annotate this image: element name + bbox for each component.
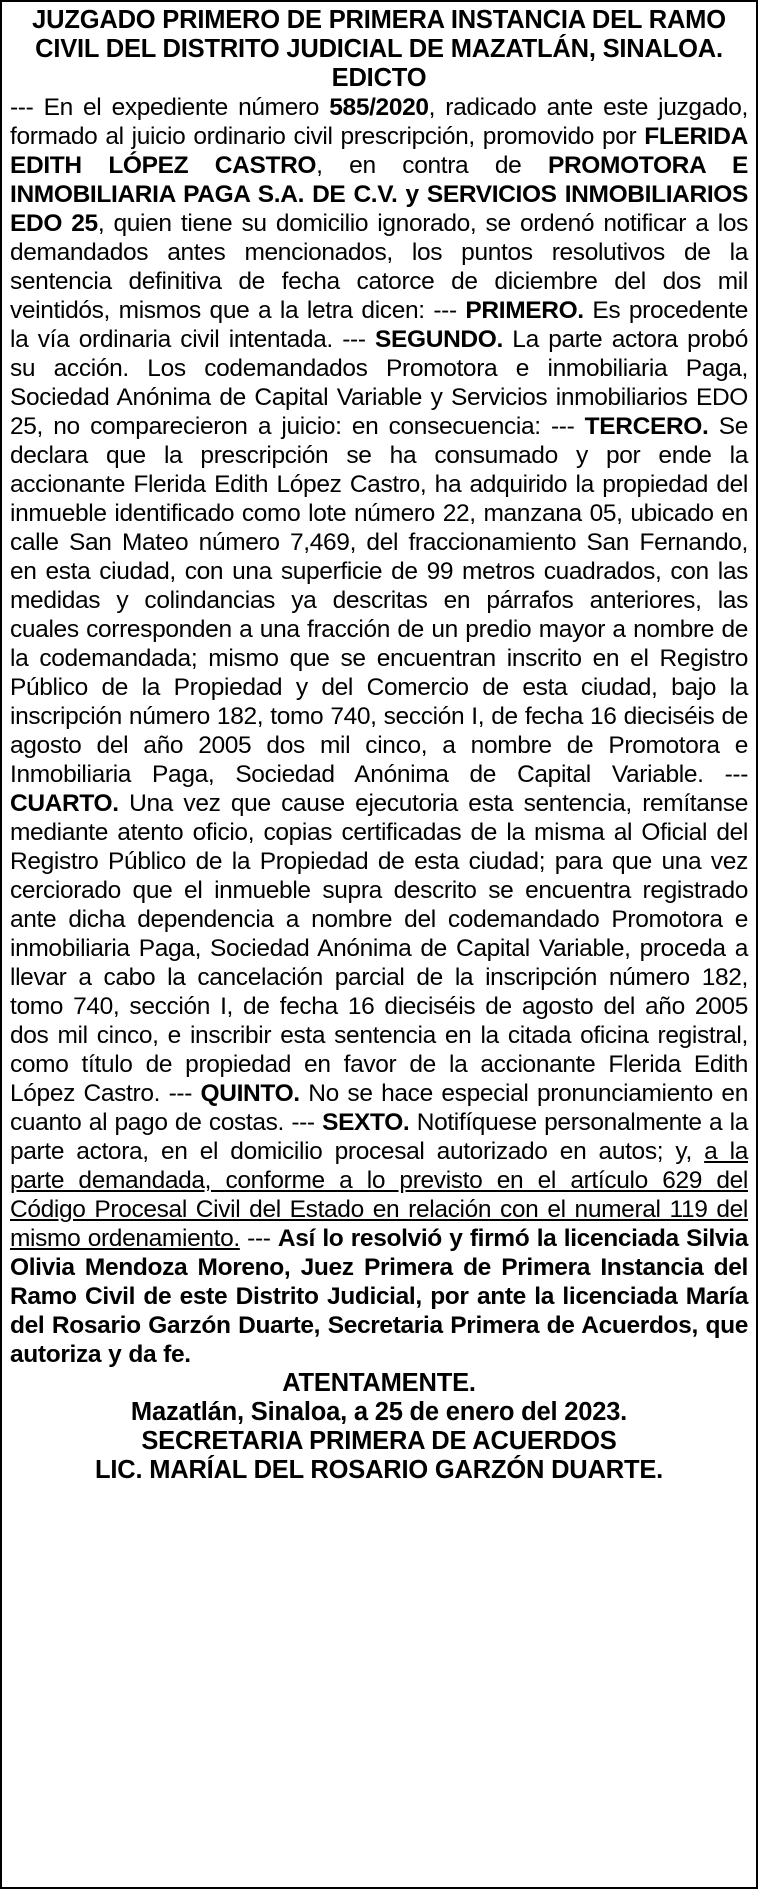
resolution-point-label: PRIMERO. — [465, 297, 584, 324]
body-text-segment: Notifíquese personalmente a la parte actora, en el domicilio procesal autorizado en autos; y, — [10, 1109, 748, 1165]
notice-body — [10, 93, 748, 1369]
court-name-line-1: JUZGADO PRIMERO DE PRIMERA INSTANCIA DEL RAMO — [32, 6, 726, 34]
defendants-names: PROMOTORA E INMOBILIARIA PAGA S.A. DE C.V. y SERVICIOS INMOBILIARIOS EDO 25 — [10, 152, 748, 237]
resolution-point-label: CUARTO. — [10, 790, 119, 817]
document-type-title: EDICTO — [331, 64, 427, 92]
body-text-segment: La parte actora probó su acción. Los codemandados Promotora e inmobiliaria Paga, Sociedad Anónima de Capital Variable y Servicios inmobiliarios EDO 25, no comparecieron a juicio: en consecuencia: --- — [10, 326, 748, 440]
resolution-point-label: QUINTO. — [200, 1080, 300, 1107]
signing-office: SECRETARIA PRIMERA DE ACUERDOS — [141, 1427, 617, 1455]
body-text-segment: Es procedente la vía ordinaria civil intentada. --- — [10, 297, 749, 353]
underlined-notification-clause: a la parte demandada, conforme a lo previsto en el artículo 629 del Código Procesal Civil del Estado en relación con el numeral 119 del mismo ordenamiento. — [10, 1138, 748, 1252]
body-text-segment: --- — [239, 1225, 278, 1252]
body-text-segment: --- En el expediente número — [10, 94, 330, 121]
resolution-point-label: SEGUNDO. — [375, 326, 503, 353]
closing-salutation: ATENTAMENTE. — [282, 1369, 476, 1397]
body-text-segment: , en contra de — [316, 152, 548, 179]
resolution-point-label: SEXTO. — [322, 1109, 410, 1136]
notice-header — [10, 6, 748, 93]
resolution-point-label: TERCERO. — [584, 413, 709, 440]
body-text-segment: , quien tiene su domicilio ignorado, se ordenó notificar a los demandados antes mencionados, los puntos resolutivos de la sentencia definitiva de fecha catorce de diciembre del dos mil veintidós, mismos que a la letra dicen: --- — [10, 210, 748, 324]
body-text-segment: Una vez que cause ejecutoria esta sentencia, remítanse mediante atento oficio, copias certificadas de la misma al Oficial del Registro Público de la Propiedad de esta ciudad; para que una vez cerciorado que el inmueble supra descrito se encuentra registrado ante dicha dependencia a nombre del codemandado Promotora e inmobiliaria Paga, Sociedad Anónima de Capital Variable, proceda a llevar a cabo la cancelación parcial de la inscripción número 182, tomo 740, sección I, de fecha 16 dieciséis de agosto del año 2005 dos mil cinco, e inscribir esta sentencia en la citada oficina registral, como título de propiedad en favor de la accionante Flerida Edith López Castro. --- — [10, 790, 748, 1107]
closing-statement: Así lo resolvió y firmó la licenciada Silvia Olivia Mendoza Moreno, Juez Primera de Primera Instancia del Ramo Civil de este Distrito Judicial, por ante la licenciada María del Rosario Garzón Duarte, Secretaria Primera de Acuerdos, que autoriza y da fe. — [10, 1225, 748, 1368]
notice-footer — [10, 1369, 748, 1485]
case-number: 585/2020 — [329, 94, 429, 121]
signer-name: LIC. MARÍAL DEL ROSARIO GARZÓN DUARTE. — [94, 1456, 664, 1484]
body-text-segment: No se hace especial pronunciamiento en cuanto al pago de costas. --- — [10, 1080, 748, 1136]
plaintiff-name: FLERIDA EDITH LÓPEZ CASTRO — [10, 123, 748, 179]
body-text-segment: Se declara que la prescripción se ha consumado y por ende la accionante Flerida Edith López Castro, ha adquirido la propiedad del inmueble identificado como lote número 22, manzana 05, ubicado en calle San Mateo número 7,469, del fraccionamiento San Fernando, en esta ciudad, con una superficie de 99 metros cuadrados, con las medidas y colindancias ya descritas en párrafos anteriores, las cuales corresponden a una fracción de un predio mayor a nombre de la codemandada; mismo que se encuentran inscrito en el Registro Público de la Propiedad y del Comercio de esta ciudad, bajo la inscripción número 182, tomo 740, sección I, de fecha 16 dieciséis de agosto del año 2005 dos mil cinco, a nombre de Promotora e Inmobiliaria Paga, Sociedad Anónima de Capital Variable. --- — [10, 413, 748, 788]
court-name-line-2: CIVIL DEL DISTRITO JUDICIAL DE MAZATLÁN, SINALOA. — [35, 35, 723, 63]
place-and-date: Mazatlán, Sinaloa, a 25 de enero del 2023. — [130, 1398, 628, 1426]
body-text-segment: , radicado ante este juzgado, formado al juicio ordinario civil prescripción, promovido por — [10, 94, 748, 150]
